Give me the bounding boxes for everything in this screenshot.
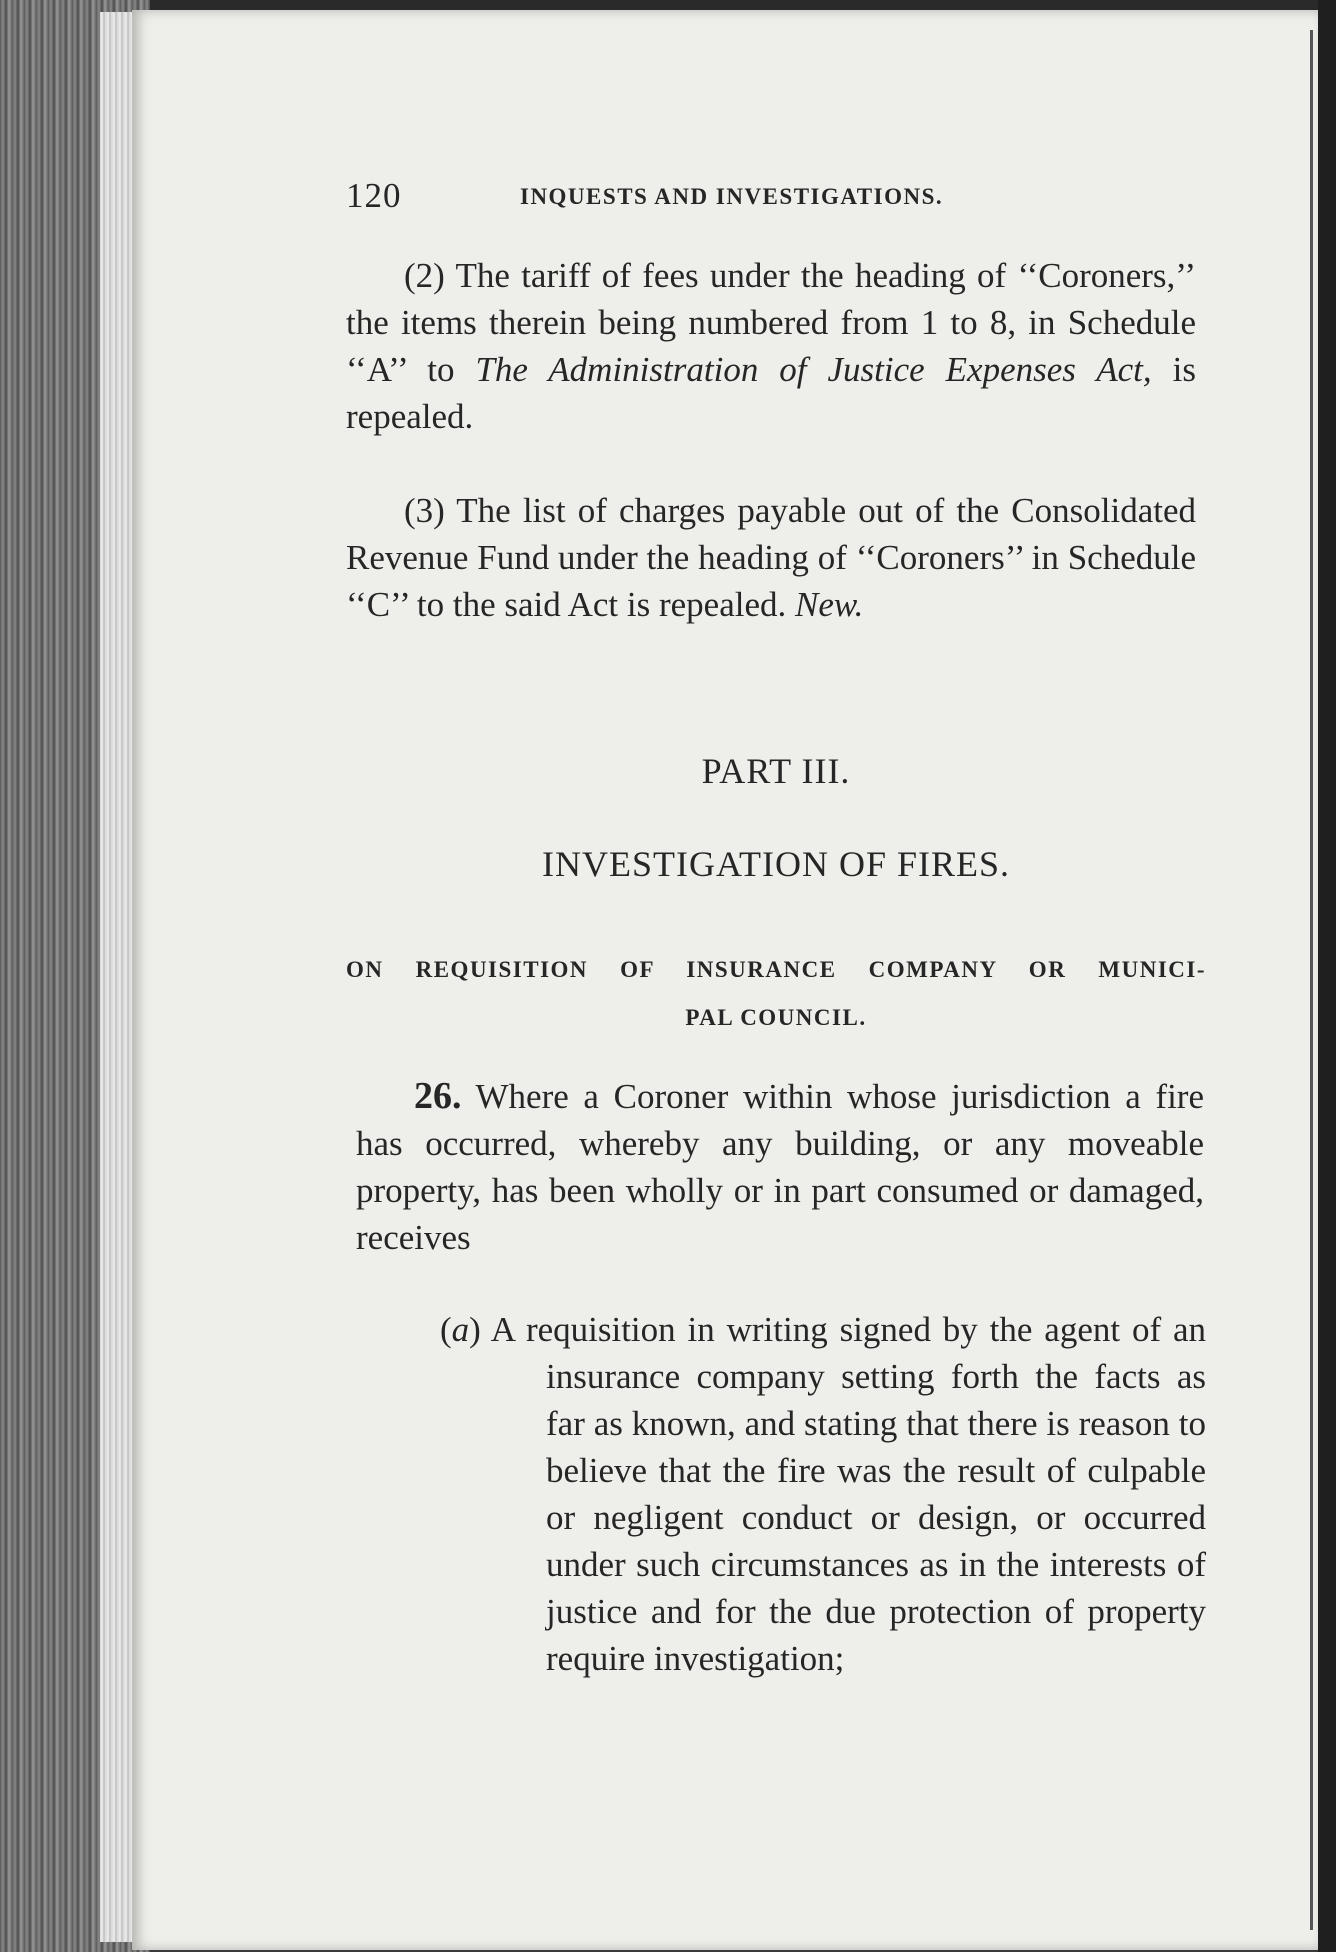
page-fold-line: [1310, 30, 1313, 1930]
part-title: INVESTIGATION OF FIRES.: [541, 844, 1010, 884]
clause-a: [440, 1306, 1206, 1682]
running-head: [346, 176, 1206, 216]
running-title: INQUESTS AND INVESTIGATIONS.: [520, 184, 944, 209]
part-heading: PART III.: [701, 751, 851, 791]
section-number: 26.: [414, 1075, 462, 1117]
subheading-line-1: ON REQUISITION OF INSURANCE COMPANY OR MUNICI-: [346, 957, 1206, 982]
clause-label: (a): [440, 1310, 481, 1349]
clause-a-text: A requisition in writing signed by the agent of an insurance company setting forth the facts as far as known, and stating that there is reason to believe that the fire was the result of culpable or negligent conduct or design, or occurred under such circumstances as in the interests of justice and for the due protection of property require investigation;: [480, 1310, 1206, 1678]
new-note: New.: [795, 585, 864, 624]
subsection-2-text: (2) The tariff of fees under the heading of ‘‘Coroners,’’ the items therein being numbered from 1 to 8, in Schedule ‘‘A’’ to: [346, 256, 1196, 389]
subsection-2-end: is repealed.: [346, 350, 1196, 436]
subsection-3-text: (3) The list of charges payable out of the Consolidated Revenue Fund under the heading of ‘‘Coroners’’ in Schedule ‘‘C’’ to the said Act is repealed.: [346, 491, 1196, 624]
clause-letter: a: [451, 1310, 470, 1349]
section-subheading: [346, 946, 1206, 1042]
act-title: The Administration of Justice Expenses Act,: [475, 350, 1152, 389]
page-number: 120: [346, 176, 402, 215]
subsection-2: [346, 252, 1196, 440]
section-26-text: Where a Coroner within whose jurisdiction a fire has occurred, whereby any building, or any moveable property, has been wholly or in part consumed or damaged, receives: [356, 1077, 1204, 1257]
scan-right-border: [1318, 0, 1336, 1952]
subheading-line-2: PAL COUNCIL.: [685, 1005, 867, 1030]
section-26: [356, 1073, 1204, 1261]
subsection-3: [346, 487, 1196, 628]
